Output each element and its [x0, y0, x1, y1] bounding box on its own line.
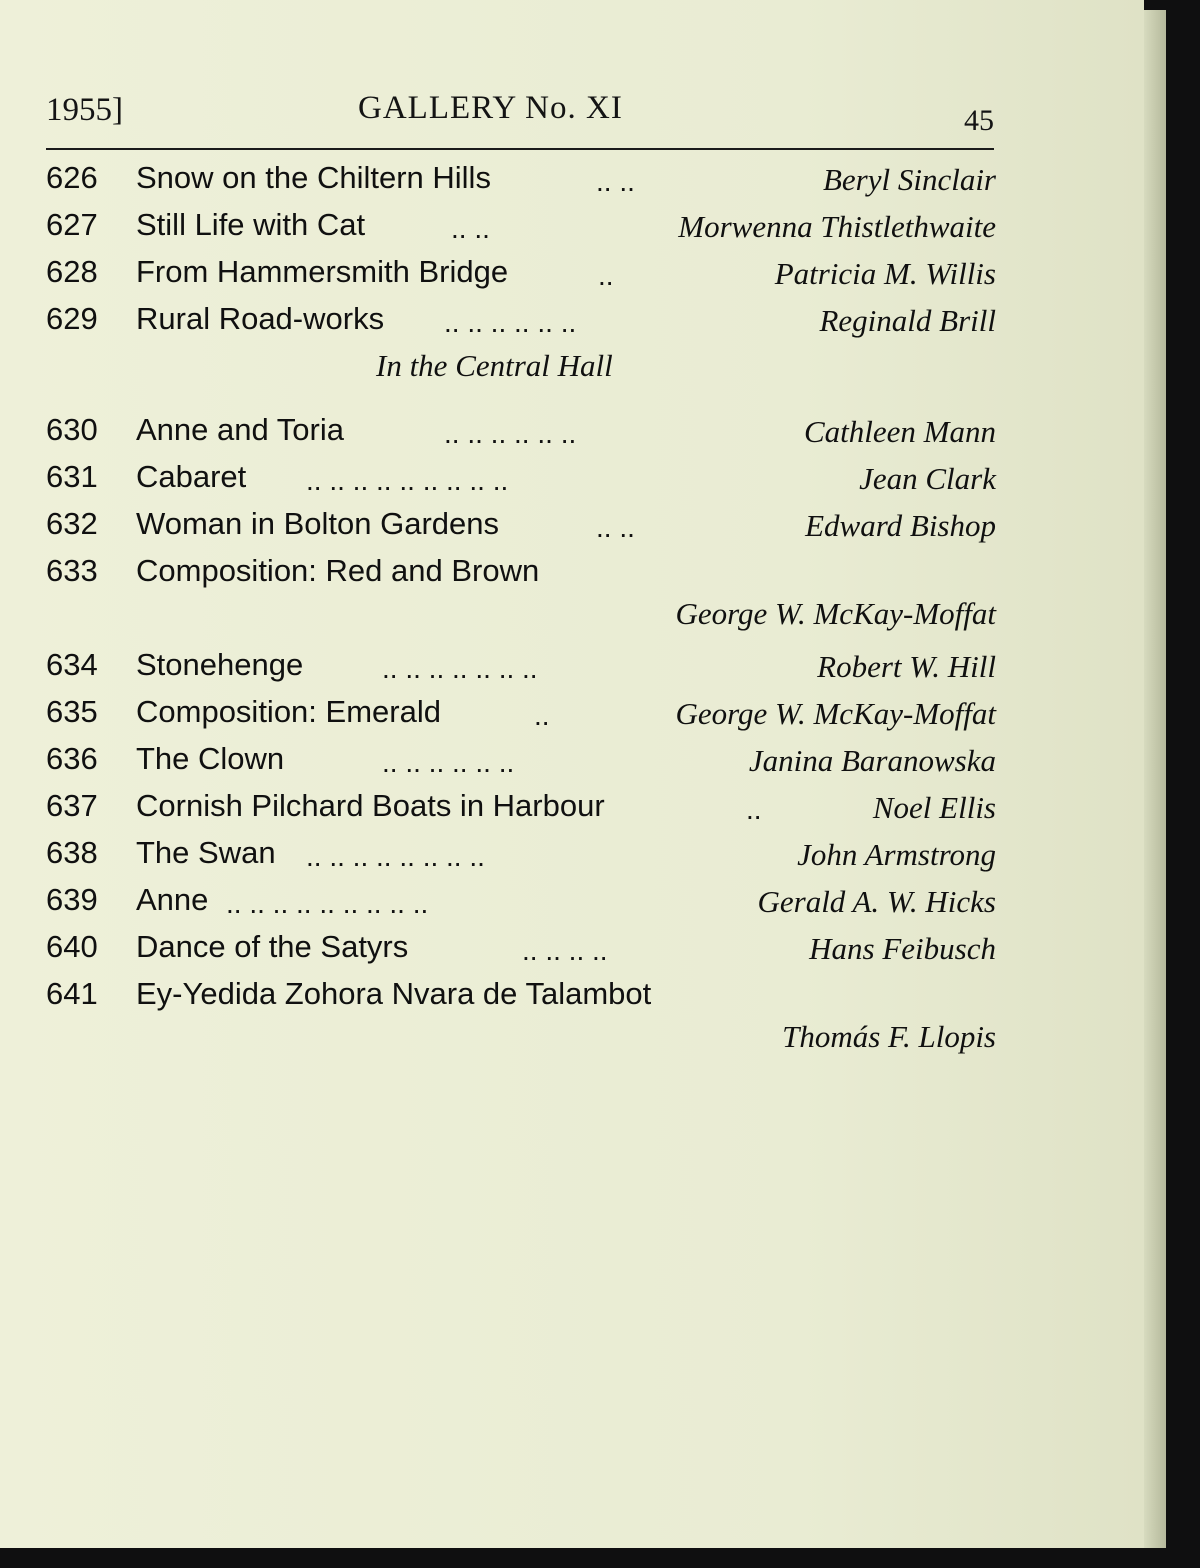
entry-row [46, 737, 996, 784]
section-heading-text: In the Central Hall [376, 348, 613, 383]
entry-number: 631 [46, 459, 98, 494]
leader-dots: .. .. .. .. .. .. [382, 747, 515, 778]
page-header [46, 88, 994, 150]
entry-artist-line [46, 596, 996, 643]
leader-dots: .. .. .. .. [522, 935, 608, 966]
entry-title: Dance of the Satyrs [136, 929, 409, 964]
entry-title: The Swan [136, 835, 276, 870]
page-edge [1144, 10, 1166, 1548]
header-year: 1955] [46, 92, 123, 128]
entry-row [46, 784, 996, 831]
entry-number: 630 [46, 412, 98, 447]
entry-title: Ey-Yedida Zohora Nvara de Talambot [136, 976, 652, 1011]
entry-artist: John Armstrong [797, 837, 996, 872]
entry-row [46, 690, 996, 737]
entry-number: 640 [46, 929, 98, 964]
leader-dots: .. .. .. .. .. .. [444, 307, 577, 338]
entry-title: Composition: Emerald [136, 694, 441, 729]
entry-artist: Gerald A. W. Hicks [757, 884, 996, 919]
leader-dots: .. .. [451, 213, 490, 244]
entry-artist: Janina Baranowska [748, 743, 996, 778]
entry-artist: Jean Clark [859, 461, 996, 496]
leader-dots: .. .. [596, 166, 635, 197]
entry-title: Woman in Bolton Gardens [136, 506, 500, 541]
entry-row [46, 203, 996, 250]
entry-title: Anne and Toria [136, 412, 344, 447]
section-heading [46, 344, 996, 408]
entry-number: 632 [46, 506, 98, 541]
entry-row [46, 297, 996, 344]
entry-number: 636 [46, 741, 98, 776]
entry-title: Cabaret [136, 459, 247, 494]
entry-title: Anne [136, 882, 209, 917]
entry-artist: Hans Feibusch [809, 931, 996, 966]
entry-number: 638 [46, 835, 98, 870]
entry-number: 637 [46, 788, 98, 823]
leader-dots: .. [534, 700, 550, 731]
entry-number: 635 [46, 694, 98, 729]
leader-dots: .. [598, 260, 614, 291]
header-title: GALLERY No. XI [358, 90, 623, 126]
entry-number: 639 [46, 882, 98, 917]
entry-row [46, 408, 996, 455]
entry-artist: Thomás F. Llopis [782, 1019, 996, 1054]
entry-row [46, 156, 996, 203]
leader-dots: .. .. .. .. .. .. .. [382, 653, 538, 684]
entry-number: 627 [46, 207, 98, 242]
entry-artist: Patricia M. Willis [774, 256, 996, 291]
entry-row [46, 643, 996, 690]
entry-row [46, 502, 996, 549]
entry-row [46, 878, 996, 925]
page-number: 45 [964, 104, 994, 137]
entry-number: 626 [46, 160, 98, 195]
catalogue-entries [46, 156, 996, 1066]
leader-dots: .. .. .. .. .. .. .. .. [306, 841, 485, 872]
entry-title: Snow on the Chiltern Hills [136, 160, 491, 195]
entry-artist: Robert W. Hill [817, 649, 996, 684]
entry-number: 633 [46, 553, 98, 588]
leader-dots: .. .. .. .. .. .. .. .. .. [306, 465, 509, 496]
entry-artist: Beryl Sinclair [822, 162, 996, 197]
entry-row [46, 455, 996, 502]
entry-artist: Noel Ellis [872, 790, 996, 825]
entry-row [46, 250, 996, 297]
entry-number: 629 [46, 301, 98, 336]
entry-title: Rural Road-works [136, 301, 385, 336]
entry-artist: Edward Bishop [805, 508, 996, 543]
leader-dots: .. .. .. .. .. .. .. .. .. [226, 888, 429, 919]
entry-artist: George W. McKay-Moffat [675, 696, 996, 731]
entry-title: Still Life with Cat [136, 207, 366, 242]
entry-number: 634 [46, 647, 98, 682]
entry-row [46, 549, 996, 596]
leader-dots: .. .. .. .. .. .. [444, 418, 577, 449]
entry-title: The Clown [136, 741, 285, 776]
entry-artist: Cathleen Mann [804, 414, 996, 449]
entry-artist: George W. McKay-Moffat [675, 596, 996, 631]
entry-row [46, 925, 996, 972]
entry-title: From Hammersmith Bridge [136, 254, 509, 289]
entry-artist: Reginald Brill [819, 303, 996, 338]
entry-row [46, 831, 996, 878]
entry-number: 628 [46, 254, 98, 289]
entry-title: Stonehenge [136, 647, 304, 682]
leader-dots: .. .. [596, 512, 635, 543]
entry-artist-line [46, 1019, 996, 1066]
entry-row [46, 972, 996, 1019]
leader-dots: .. [746, 794, 762, 825]
entry-number: 641 [46, 976, 98, 1011]
entry-title: Cornish Pilchard Boats in Harbour [136, 788, 605, 823]
entry-title: Composition: Red and Brown [136, 553, 540, 588]
entry-artist: Morwenna Thistlethwaite [678, 209, 996, 244]
